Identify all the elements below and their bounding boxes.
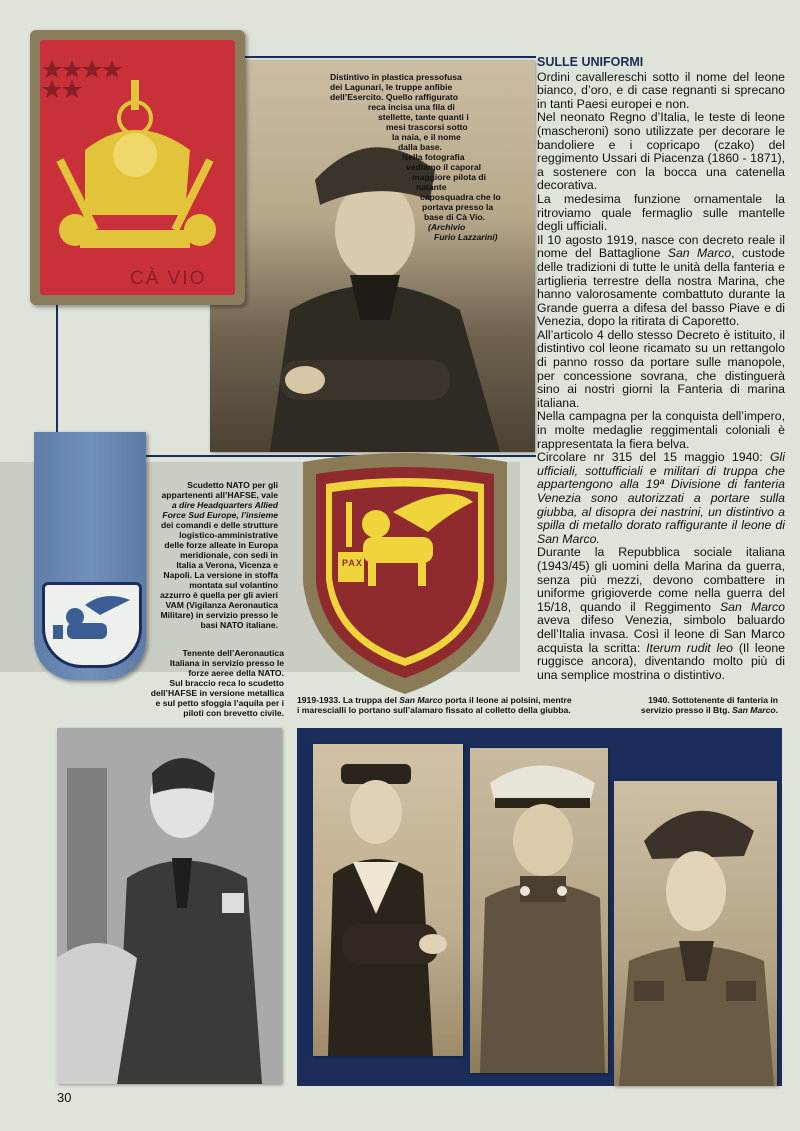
article-text: Gli ufficiali, sottufficiali e militari di truppa che appartengono alla 19ª Divisione di fanteria Venezia sono autorizzati a portare sulla giubba, al disopra dei nastrini, un distintivo a spilla di metallo dorato raffigurante il leone di San Marco.	[537, 450, 785, 546]
cavio-caption-line: Nella fotografia	[402, 152, 465, 162]
aero-caption-line: Tenente dell’Aeronautica	[182, 648, 284, 658]
sottotenente-caption-line	[618, 705, 778, 715]
pax-inscription: PAX	[342, 558, 363, 568]
cavio-caption-line: natante	[416, 182, 447, 192]
aero-caption-line: e sul petto sfoggia l’aquila per i	[155, 698, 284, 708]
article-text: aveva difeso Venezia, simbolo baluardo dell’Italia invasa. Così il leone di San Marco acquista la scritta:	[537, 613, 785, 655]
cavio-caption-line: reca incisa una fila di	[368, 102, 455, 112]
article-paragraph: All’articolo 4 dello stesso Decreto è istituito, il distintivo col leone ricamato su un rettangolo di panno rosso da portare sulle manopole, per concessione sovrana, che distinguerà sino ai nostri giorni la Fanteria di marina italiana.	[537, 327, 785, 410]
caption-text: servizio presso il Btg.	[640, 705, 733, 715]
article-text: Durante la Repubblica sociale italiana (1943/45) gli uomini della Marina da guerra, senza più mezzi, devono combattere in uniforme grigioverde come nella guerra del 15/18, quando il Reggimento	[537, 545, 785, 614]
pax-shield-patch	[298, 452, 512, 698]
nato-caption-line: appartenenti all’HAFSE, vale	[161, 490, 278, 500]
aero-caption	[120, 648, 284, 718]
marshal-photo	[470, 748, 608, 1073]
sottotenente-caption-line: 1940. Sottotenente di fanteria in	[648, 695, 778, 705]
article-paragraph	[537, 451, 785, 546]
caption-text: 1919-1933. La truppa del	[297, 695, 400, 705]
cavio-caption-line: vediamo il caporal	[406, 162, 481, 172]
article-paragraph: Nella campagna per la conquista dell’impero, in molte medaglie reggimentali coloniali è rappresentata la fiera belva.	[537, 409, 785, 451]
caption-text: San Marco	[732, 705, 776, 715]
article-text: (Il leone ruggisce ancora), diventando molto più di una semplice mostrina o distintivo.	[537, 640, 785, 682]
nato-caption-line: azzurro è quella per gli avieri	[160, 590, 278, 600]
cavio-caption-line: mesi trascorsi sotto	[386, 122, 468, 132]
nato-caption-line: VAM (Vigilanza Aeronautica	[165, 600, 278, 610]
sottotenente-figure	[614, 781, 777, 1086]
nato-caption-line: Scudetto NATO per gli	[187, 480, 278, 490]
sailor-photo	[313, 744, 463, 1056]
nato-caption-line: Napoli. La versione in stoffa	[163, 570, 278, 580]
cavio-caption-line: maggiore pilota di	[412, 172, 487, 182]
article-column	[537, 56, 785, 682]
article-text: San Marco	[667, 246, 732, 261]
sottotenente-photo	[614, 781, 777, 1086]
article-text: San Marco	[719, 599, 785, 614]
cavio-patch-red	[40, 40, 235, 295]
cavio-caption-line: la naia, e il nome	[392, 132, 461, 142]
article-text: , custode delle tradizioni di tutte le unità della fanteria e artiglieria terrestre della nostra Marina, che hanno valorosamente combattuto durante la Grande guerra a difesa del basso Piave e di Venezia, dopo la ritirata di Caporetto.	[537, 246, 786, 329]
cavio-caption-line: caposquadra che lo	[420, 192, 501, 202]
aero-officer-photo	[57, 728, 282, 1084]
article-heading: SULLE UNIFORMI	[537, 55, 644, 69]
san-marco-caption-line	[297, 695, 607, 705]
marshal-figure	[470, 748, 608, 1073]
cavio-caption-line: (Archivio	[428, 222, 466, 232]
aero-caption-line: dell’HAFSE in versione metallica	[150, 688, 284, 698]
nato-caption-line: a dire Headquarters Allied	[171, 500, 278, 510]
nato-caption-line: Italia a Verona, Vicenza e	[176, 560, 278, 570]
pax-shield-emblem	[298, 452, 512, 698]
caption-text: .	[775, 705, 778, 715]
article-text: Circolare nr 315 del 15 maggio 1940:	[537, 450, 770, 465]
sottotenente-caption	[618, 695, 778, 715]
nato-caption	[150, 480, 278, 630]
sailor-figure	[313, 744, 463, 1056]
cavio-caption-line: Distintivo in plastica pressofusa	[330, 72, 462, 82]
cavio-patch	[30, 30, 245, 305]
cavio-caption-line: base di Cà Vio.	[424, 212, 485, 222]
cavio-inscription: CÀ VIO	[130, 268, 207, 289]
page-number: 30	[57, 1090, 72, 1105]
article-paragraph	[537, 546, 785, 682]
cavio-caption-line: dei Lagunari, le truppe anfibie	[330, 82, 453, 92]
cavio-caption	[330, 72, 510, 242]
aero-caption-line: piloti con brevetto civile.	[183, 708, 284, 718]
caption-text: porta il leone ai polsini, mentre	[442, 695, 572, 705]
nato-caption-line: Militare) in servizio presso le	[160, 610, 278, 620]
cavio-caption-line: dalla base.	[398, 142, 442, 152]
aero-caption-line: forze aeree della NATO.	[188, 668, 284, 678]
article-paragraph: Ordini cavallereschi sotto il nome del leone bianco, d’oro, e di case regnanti si sprecano in tanti Paesi europei e non.	[537, 69, 785, 111]
caption-text: San Marco	[399, 695, 443, 705]
cavio-caption-line: Furio Lazzarini)	[434, 232, 498, 242]
article-text: Iterum rudit leo	[646, 640, 733, 655]
san-marco-caption	[297, 695, 607, 715]
cavio-caption-line: dell’Esercito. Quello raffigurato	[330, 92, 458, 102]
san-marco-caption-line: i marescialli lo portano sull’alamaro fissato al colletto della giubba.	[297, 705, 571, 715]
nato-caption-line: dei comandi e delle strutture	[161, 520, 278, 530]
aero-officer-figure	[57, 728, 282, 1084]
nato-caption-line: logistico-amministrative	[179, 530, 278, 540]
nato-caption-line: montata sul volantino	[189, 580, 278, 590]
article-paragraph: Nel neonato Regno d’Italia, le teste di leone (mascheroni) sono utilizzate per decorare le bandoliere e i copricapo (czako) del reggimento Ussari di Piacenza (1860 - 1871), a sostenere con la bocca una catenella decorativa.	[537, 110, 785, 193]
article-text: Il 10 agosto 1919, nasce con decreto reale il nome del Battaglione	[537, 232, 785, 261]
nato-caption-line: Force Sud Europe, l’insieme	[162, 510, 278, 520]
cavio-caption-line: stellette, tante quanti i	[378, 112, 469, 122]
article-paragraph	[537, 234, 785, 329]
article-paragraph: La medesima funzione ornamentale la ritroviamo quale fermaglio sulle mantelle degli ufficiali.	[537, 191, 785, 234]
cavio-lion-emblem	[40, 40, 235, 295]
nato-caption-line: basi NATO italiane.	[200, 620, 278, 630]
aero-caption-line: Sul braccio reca lo scudetto	[169, 678, 284, 688]
cavio-caption-line: portava presso la	[422, 202, 494, 212]
nato-strap	[34, 432, 146, 680]
nato-caption-line: meridionale, con sedi in	[180, 550, 278, 560]
aero-caption-line: Italiana in servizio presso le	[169, 658, 284, 668]
nato-caption-line: delle forze alleate in Europa	[164, 540, 278, 550]
